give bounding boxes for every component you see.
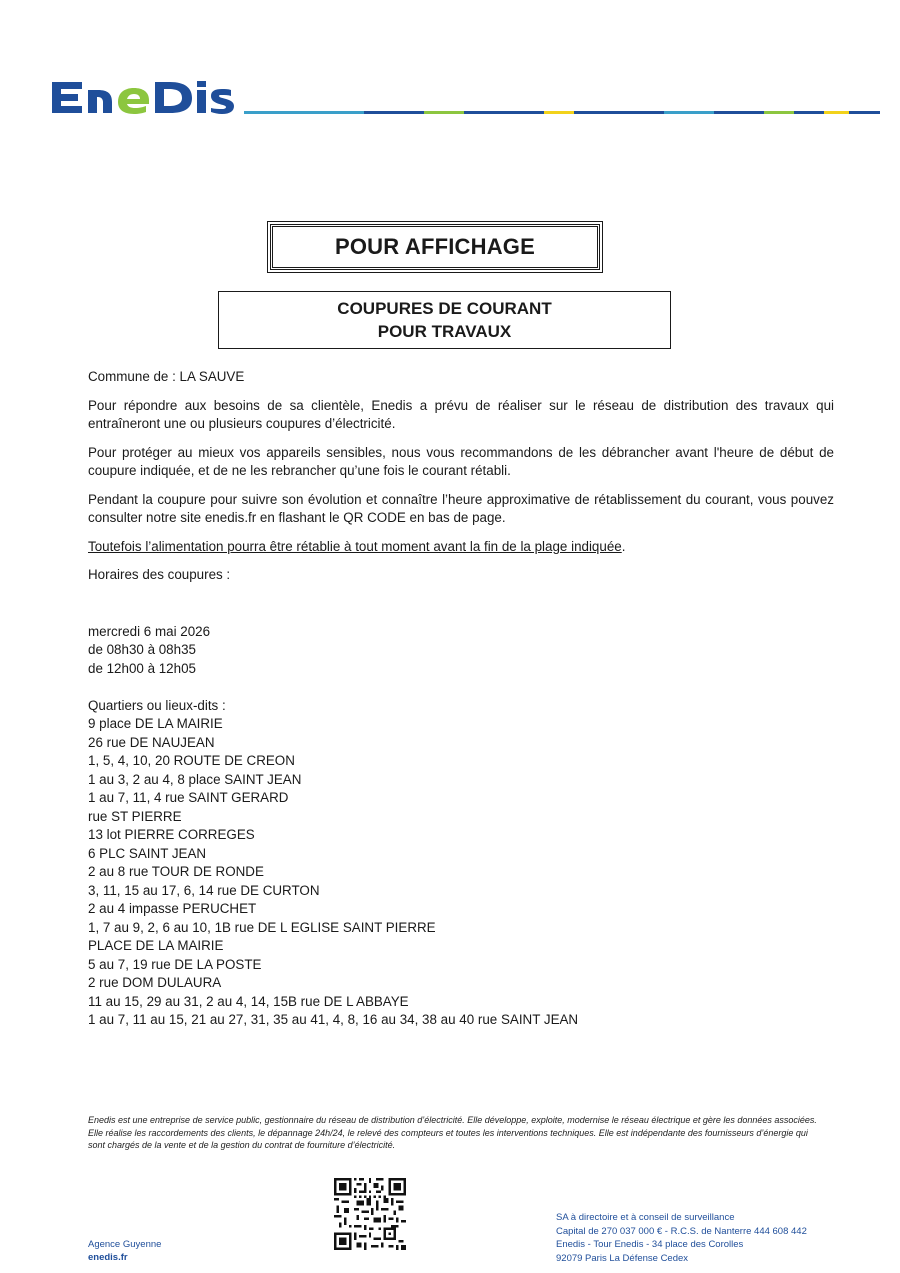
enedis-logo-icon — [48, 72, 236, 120]
agency-url-link[interactable]: enedis.fr — [88, 1252, 128, 1263]
location-item: rue ST PIERRE — [88, 808, 182, 824]
locations-list — [88, 697, 834, 1030]
location-item: 11 au 15, 29 au 31, 2 au 4, 14, 15B rue DE L ABBAYE — [88, 993, 409, 1009]
locations-label: Quartiers ou lieux-dits : — [88, 697, 226, 713]
notice-title: POUR AFFICHAGE — [335, 234, 535, 259]
notice-title-box — [270, 224, 600, 270]
location-item: 6 PLC SAINT JEAN — [88, 845, 207, 861]
location-item: 5 au 7, 19 rue DE LA POSTE — [88, 956, 262, 972]
notice-subtitle-line2: POUR TRAVAUX — [377, 322, 512, 341]
warning-end: . — [621, 538, 626, 554]
qr-code-icon[interactable] — [334, 1178, 406, 1250]
legal-notice: Enedis est une entreprise de service public, gestionnaire du réseau de distribution d’électricité. Elle développe, exploite, modernise le réseau électrique et gère les données associées. Elle réalise les raccordements des clients, le dépannage 24h/24, le relevé des compteurs et toutes les interventions techniques. Elle est indépendante des fournisseurs d’énergie qui sont chargés de la vente et de la gestion du contrat de fourniture d’électricité. — [88, 1115, 817, 1150]
location-item: 1, 5, 4, 10, 20 ROUTE DE CREON — [88, 753, 295, 768]
paragraph-intro: Pour répondre aux besoins de sa clientèle, Enedis a prévu de réaliser sur le réseau de distribution des travaux qui entraîneront une ou plusieurs coupures d’électricité. — [88, 397, 834, 431]
commune-line: Commune de : LA SAUVE — [88, 369, 245, 384]
company-line: 92079 Paris La Défense Cedex — [556, 1252, 689, 1264]
company-info — [556, 1211, 807, 1265]
location-item: 1 au 7, 11, 4 rue SAINT GERARD — [88, 790, 289, 805]
location-item: 9 place DE LA MAIRIE — [88, 716, 223, 731]
agency-block — [88, 1238, 161, 1264]
notice-subtitle-line1: COUPURES DE COURANT — [337, 299, 552, 318]
location-item: 2 au 8 rue TOUR DE RONDE — [88, 864, 264, 879]
location-item: 1, 7 au 9, 2, 6 au 10, 1B rue DE L EGLISE SAINT PIERRE — [88, 919, 436, 935]
location-item: 3, 11, 15 au 17, 6, 14 rue DE CURTON — [88, 882, 320, 898]
company-line: SA à directoire et à conseil de surveillance — [556, 1212, 735, 1223]
schedule-block — [88, 623, 834, 679]
header-rule — [244, 111, 880, 114]
company-line: Capital de 270 037 000 € - R.C.S. de Nanterre 444 608 442 — [556, 1225, 807, 1237]
enedis-logo — [48, 72, 236, 120]
company-line: Enedis - Tour Enedis - 34 place des Corolles — [556, 1239, 744, 1250]
schedule-slot: de 12h00 à 12h05 — [88, 660, 196, 676]
paragraph-protection: Pour protéger au mieux vos appareils sensibles, nous vous recommandons de les débrancher avant l'heure de début de coupure indiquée, et de ne les rebrancher qu’une fois le courant rétabli. — [88, 444, 834, 478]
warning-text: Toutefois l’alimentation pourra être rétablie à tout moment avant la fin de la plage indiquée — [88, 538, 622, 554]
notice-body — [88, 368, 834, 1030]
location-item: PLACE DE LA MAIRIE — [88, 938, 224, 953]
warning-line — [88, 538, 834, 557]
paragraph-tracking: Pendant la coupure pour suivre son évolution et connaître l’heure approximative de rétablissement du courant, vous pouvez consulter notre site enedis.fr en flashant le QR CODE en bas de page. — [88, 491, 834, 525]
notice-subtitle-box — [218, 291, 671, 349]
location-item: 2 rue DOM DULAURA — [88, 975, 222, 990]
schedule-date: mercredi 6 mai 2026 — [88, 623, 211, 639]
location-item: 1 au 3, 2 au 4, 8 place SAINT JEAN — [88, 771, 302, 787]
agency-name: Agence Guyenne — [88, 1239, 162, 1250]
location-item: 26 rue DE NAUJEAN — [88, 734, 215, 750]
location-item: 1 au 7, 11 au 15, 21 au 27, 31, 35 au 41, 4, 8, 16 au 34, 38 au 40 rue SAINT JEAN — [88, 1012, 579, 1027]
schedule-slot: de 08h30 à 08h35 — [88, 642, 196, 657]
location-item: 13 lot PIERRE CORREGES — [88, 827, 255, 842]
location-item: 2 au 4 impasse PERUCHET — [88, 901, 257, 916]
schedule-label: Horaires des coupures : — [88, 567, 231, 582]
